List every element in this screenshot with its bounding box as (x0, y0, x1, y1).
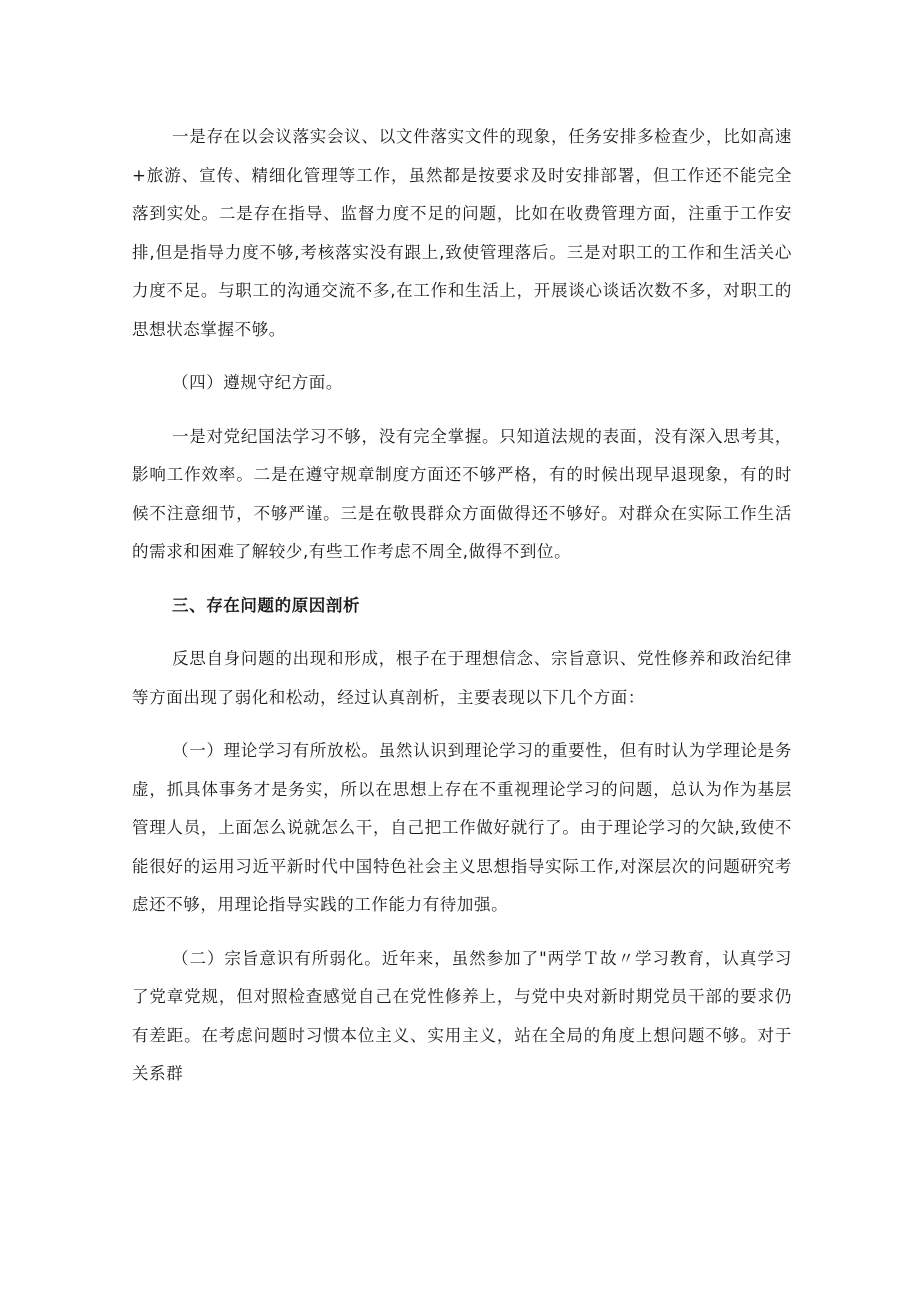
section-heading-cause-analysis: 三、存在问题的原因剖析 (172, 595, 361, 615)
paragraph-work-issues: 一是存在以会议落实会议、以文件落实文件的现象，任务安排多检查少，比如高速+旅游、宣传、精细化管理等工作，虽然都是按要求及时安排部署，但工作还不能完全落到实处。二是存在指导、监督力度不足的问题，比如在收费管理方面，注重于工作安排,但是指导力度不够,考核落实没有跟上,致使管理落后。三是对职工的工作和生活关心力度不足。与职工的沟通交流不多,在工作和生活上，开展谈心谈话次数不多，对职工的思想状态掌握不够。 (132, 127, 792, 339)
document-body (132, 118, 792, 1094)
subheading-discipline: （四）遵规守纪方面。 (172, 373, 343, 392)
paragraph-theory-study: （一）理论学习有所放松。虽然认识到理论学习的重要性，但有时认为学理论是务虚，抓具体事务才是务实，所以在思想上存在不重视理论学习的问题，总认为作为基层管理人员，上面怎么说就怎么干，自己把工作做好就行了。由于理论学习的欠缺,致使不能很好的运用习近平新时代中国特色社会主义思想指导实际工作,对深层次的问题研究考虑还不够，用理论指导实践的工作能力有待加强。 (132, 741, 792, 914)
paragraph-purpose-awareness: （二）宗旨意识有所弱化。近年来，虽然参加了"两学Ｔ故〃学习教育，认真学习了党章党规，但对照检查感觉自己在党性修养上，与党中央对新时期党员干部的要求仍有差距。在考虑问题时习惯本位主义、实用主义，站在全局的角度上想问题不够。对于关系群 (132, 948, 792, 1083)
paragraph-reflection: 反思自身问题的出现和形成，根子在于理想信念、宗旨意识、党性修养和政治纪律等方面出现了弱化和松动，经过认真剖析，主要表现以下几个方面： (132, 649, 792, 707)
paragraph-discipline-issues: 一是对党纪国法学习不够，没有完全掌握。只知道法规的表面，没有深入思考其，影响工作效率。二是在遵守规章制度方面还不够严格，有的时候出现早退现象，有的时候不注意细节，不够严谨。三是在敬畏群众方面做得还不够好。对群众在实际工作生活的需求和困难了解较少,有些工作考虑不周全,做得不到位。 (132, 426, 792, 561)
